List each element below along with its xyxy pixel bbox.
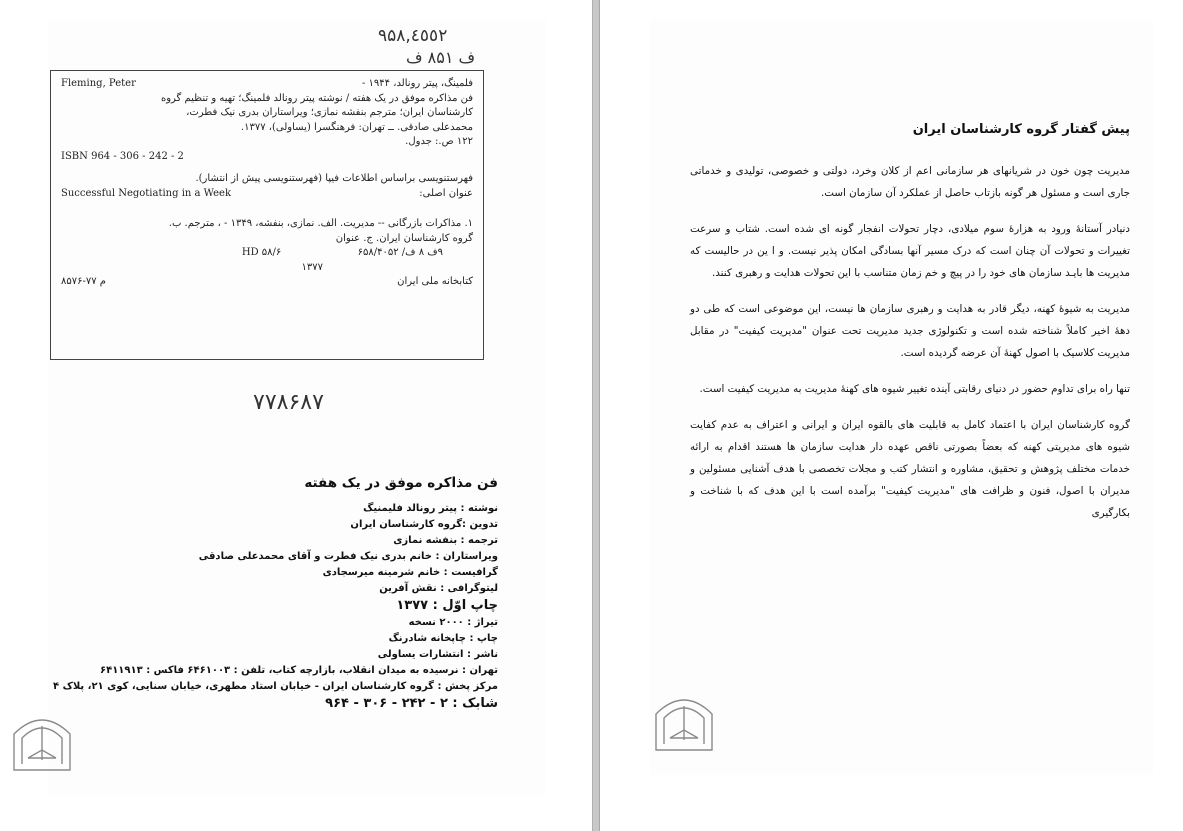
credit-line: لیتوگرافی : نقش آفرین [379,583,498,594]
page-right[interactable] [600,0,1183,831]
handwritten-registration-number: ۷۷۸۶۸۷ [253,390,324,415]
handwritten-call-number: ف ۸۵۱ ف [406,48,476,67]
cip-pages: ۱۲۲ ص.: جدول. [405,136,473,147]
credit-line: گرافیست : خانم شرمینه میرسجادی [322,567,498,578]
national-library: کتابخانه ملی ایران [397,276,473,287]
cip-subjects: گروه کارشناسان ایران. ج. عنوان [335,232,473,244]
credit-line: تهران : نرسیده به میدان انقلاب، بازارچه کتاب، تلفن : ۶۴۶۱۰۰۳ فاکس : ۶۴۱۱۹۱۳ [99,665,498,676]
dewey-number: ۶۵۸/۴۰۵۲ [357,247,399,258]
handwritten-number: ۹۵۸,٤٥٥٢ [378,26,448,46]
original-title: Successful Negotiating in a Week [61,187,232,199]
foreword-title: پیش گفتار گروه کارشناسان ایران [912,122,1130,137]
credit-line: ویراستاران : خانم بدری نیک فطرت و آقای محمدعلی صادقی [198,551,498,562]
credit-line: چاپ اوّل : ۱۳۷۷ [396,598,498,613]
foreword-paragraph: تنها راه برای تداوم حضور در دنیای رقابتی آینده تغییر شیوه های کهنهٔ مدیریت به مدیریت کیفیت است. [699,383,1130,395]
library-number: م ۷۷-۸۵۷۶ [61,276,106,287]
page-divider [592,0,600,831]
cip-fipa-note: فهرستنویسی براساس اطلاعات فیپا (فهرستنویسی پیش از انتشار). [195,173,473,184]
cataloging-in-publication-box [50,70,484,360]
credit-line: شابک : ۲ - ۲۴۲ - ۳۰۶ - ۹۶۴ [325,696,498,711]
cip-title-line: کارشناسان ایران؛ مترجم بنفشه نمازی؛ ویراستاران بدری نیک فطرت، [186,107,473,118]
credit-line: تیراژ : ۲۰۰۰ نسخه [408,617,498,628]
foreword-paragraph: مدیریت به شیوهٔ کهنه، دیگر قادر به هدایت و رهبری سازمان ها نیست، این موضوعی است که طی دو دههٔ اخیر کاملاً شناخته شده است و تکنولوژی جدید مدیریت تحت عنوان "مدیریت کیفیت" در مقابل مدیریت کلاسیک با اصول کهنهٔ آن عرضه گردیده است. [690,303,1130,359]
credit-line: مرکز پخش : گروه کارشناسان ایران - خیابان استاد مطهری، خیابان سنایی، کوی ۲۱، پلاک ۴ [52,681,498,692]
foreword-paragraph: گروه کارشناسان ایران با اعتماد کامل به قابلیت های بالقوه ایران و ایرانی و اعتراف به عدم کفایت شیوه های مدیریتی کهنه که بعضاً بصورتی ناقص عهده دار هدایت سازمان ها هستند اقدام به ارائه خدمات مختلف پژوهش و تحقیق، مشاوره و انتشار کتب و مجلات تخصصی با هدف آشنایی مسئولین و مدیران با اصول، فنون و ظرافت های "مدیریت کیفیت" برآمده است با این هدف که با شناخت و بکارگیری [690,419,1130,519]
cip-year: ۱۳۷۷ [301,261,323,273]
library-stamp-icon [650,680,718,762]
library-stamp-icon [8,700,76,782]
book-credits [52,475,498,713]
foreword-body [690,160,1130,538]
credit-line: تدوین :گروه کارشناسان ایران [350,519,498,530]
book-title: فن مذاکره موفق در یک هفته [304,475,498,491]
cip-classification [61,246,473,261]
author-latin: Fleming, Peter [61,78,136,89]
author-persian: فلمینگ، پیتر رونالد، ۱۹۴۴ - [361,78,473,89]
credit-line: ترجمه : بنفشه نمازی [393,535,498,546]
classification-code: ۹ف ۸ ف/ HD ۵۸/۶ [241,247,443,258]
foreword-paragraph: دنیادر آستانهٔ ورود به هزارهٔ سوم میلادی، دچار تحولات انفجار گونه ای شده است. شتاب و سرعت تغییرات و تحولات آن چنان است که درک مسیر آنها بسادگی امکان پذیر نیست. و ا ین در حالیست که مدیریت ها بایـد سازمان های خود را در پیچ و خم زمان متناسب با این تحولات هدایت و رهبری کنند. [690,223,1130,279]
credit-line: نوشته : پیتر رونالد فلیمنیگ [363,503,498,514]
original-title-label: عنوان اصلی: [419,187,473,199]
scanned-copyright-page [48,20,546,795]
foreword-paragraph: مدیریت چون خون در شریانهای هر سازمانی اعم از کلان وخرد، دولتی و خصوصی، تولیدی و خدماتی جاری است و مسئول هر گونه بازتاب حاصل از عملکرد آن سازمان است. [690,165,1130,199]
cip-isbn: ISBN 964 - 306 - 242 - 2 [61,150,184,162]
cip-subjects: ۱. مذاکرات بازرگانی -- مدیریت. الف. نمازی، بنفشه، ۱۳۴۹ - ، مترجم. ب. [168,218,473,229]
credit-line: چاپ : چاپخانه شادرنگ [388,633,498,644]
cip-title-line: فن مذاکره موفق در یک هفته / نوشته پیتر رونالد فلمینگ؛ تهیه و تنظیم گروه [160,92,473,104]
scanned-foreword-page [650,20,1153,775]
cip-title-line: محمدعلی صادقی. ــ تهران: فرهنگسرا (یساولی)، ۱۳۷۷. [240,121,473,133]
credit-line: ناشر : انتشارات یساولی [377,649,498,660]
